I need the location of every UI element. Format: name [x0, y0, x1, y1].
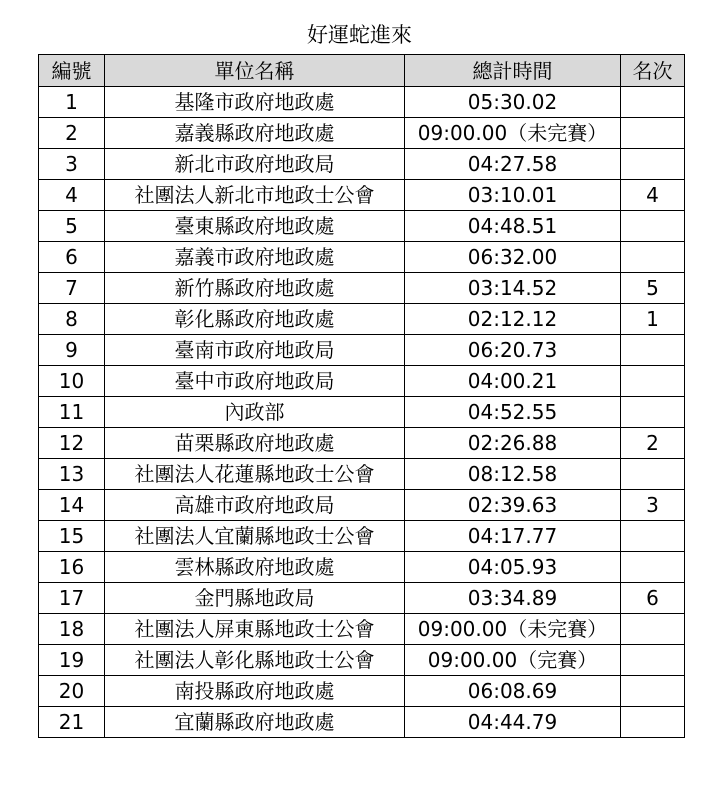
table-row	[39, 583, 685, 614]
cell-number: 19	[39, 645, 105, 676]
cell-number: 9	[39, 335, 105, 366]
cell-number: 6	[39, 242, 105, 273]
cell-number: 7	[39, 273, 105, 304]
table-row	[39, 335, 685, 366]
cell-number: 18	[39, 614, 105, 645]
cell-rank: 4	[621, 180, 685, 211]
table-row	[39, 552, 685, 583]
cell-rank: 6	[621, 583, 685, 614]
header-rank: 名次	[621, 55, 685, 87]
table-row	[39, 707, 685, 738]
cell-unit-name: 苗栗縣政府地政處	[105, 428, 405, 459]
cell-rank	[621, 645, 685, 676]
cell-total-time: 08:12.58	[405, 459, 621, 490]
cell-total-time: 04:44.79	[405, 707, 621, 738]
cell-rank	[621, 366, 685, 397]
cell-total-time: 04:05.93	[405, 552, 621, 583]
cell-total-time: 02:12.12	[405, 304, 621, 335]
cell-rank	[621, 676, 685, 707]
header-number: 編號	[39, 55, 105, 87]
cell-unit-name: 社團法人屏東縣地政士公會	[105, 614, 405, 645]
table-row	[39, 397, 685, 428]
cell-unit-name: 基隆市政府地政處	[105, 87, 405, 118]
table-row	[39, 211, 685, 242]
table-row	[39, 118, 685, 149]
cell-unit-name: 高雄市政府地政局	[105, 490, 405, 521]
cell-rank	[621, 614, 685, 645]
cell-unit-name: 社團法人宜蘭縣地政士公會	[105, 521, 405, 552]
cell-unit-name: 臺南市政府地政局	[105, 335, 405, 366]
cell-unit-name: 雲林縣政府地政處	[105, 552, 405, 583]
cell-unit-name: 嘉義縣政府地政處	[105, 118, 405, 149]
cell-total-time: 02:26.88	[405, 428, 621, 459]
cell-rank	[621, 552, 685, 583]
cell-total-time: 03:10.01	[405, 180, 621, 211]
cell-total-time: 04:27.58	[405, 149, 621, 180]
cell-rank: 2	[621, 428, 685, 459]
cell-rank: 5	[621, 273, 685, 304]
cell-unit-name: 臺中市政府地政局	[105, 366, 405, 397]
cell-number: 3	[39, 149, 105, 180]
cell-unit-name: 新北市政府地政局	[105, 149, 405, 180]
cell-rank	[621, 242, 685, 273]
table-header	[39, 55, 685, 87]
cell-rank	[621, 397, 685, 428]
table-row	[39, 676, 685, 707]
cell-total-time: 06:20.73	[405, 335, 621, 366]
cell-number: 17	[39, 583, 105, 614]
table-row	[39, 614, 685, 645]
cell-rank: 1	[621, 304, 685, 335]
cell-total-time: 02:39.63	[405, 490, 621, 521]
table-row	[39, 304, 685, 335]
table-row	[39, 366, 685, 397]
document-title: 好運蛇進來	[307, 23, 412, 47]
cell-total-time: 09:00.00（完賽）	[405, 645, 621, 676]
table-row	[39, 490, 685, 521]
cell-unit-name: 社團法人花蓮縣地政士公會	[105, 459, 405, 490]
cell-rank	[621, 149, 685, 180]
cell-total-time: 06:32.00	[405, 242, 621, 273]
table-row	[39, 273, 685, 304]
cell-rank	[621, 118, 685, 149]
cell-total-time: 09:00.00（未完賽）	[405, 118, 621, 149]
cell-rank	[621, 211, 685, 242]
cell-number: 21	[39, 707, 105, 738]
cell-unit-name: 新竹縣政府地政處	[105, 273, 405, 304]
cell-rank: 3	[621, 490, 685, 521]
cell-number: 14	[39, 490, 105, 521]
cell-number: 8	[39, 304, 105, 335]
cell-total-time: 04:52.55	[405, 397, 621, 428]
cell-unit-name: 臺東縣政府地政處	[105, 211, 405, 242]
cell-unit-name: 南投縣政府地政處	[105, 676, 405, 707]
table-row	[39, 242, 685, 273]
table-row	[39, 180, 685, 211]
cell-total-time: 04:00.21	[405, 366, 621, 397]
cell-total-time: 09:00.00（未完賽）	[405, 614, 621, 645]
cell-total-time: 03:34.89	[405, 583, 621, 614]
cell-number: 15	[39, 521, 105, 552]
header-total-time: 總計時間	[405, 55, 621, 87]
cell-rank	[621, 87, 685, 118]
table-row	[39, 459, 685, 490]
cell-unit-name: 社團法人新北市地政士公會	[105, 180, 405, 211]
cell-number: 12	[39, 428, 105, 459]
cell-number: 5	[39, 211, 105, 242]
cell-unit-name: 金門縣地政局	[105, 583, 405, 614]
table-row	[39, 521, 685, 552]
table-row	[39, 428, 685, 459]
table-row	[39, 149, 685, 180]
cell-total-time: 05:30.02	[405, 87, 621, 118]
cell-total-time: 04:17.77	[405, 521, 621, 552]
cell-unit-name: 嘉義市政府地政處	[105, 242, 405, 273]
cell-unit-name: 社團法人彰化縣地政士公會	[105, 645, 405, 676]
table-row	[39, 645, 685, 676]
cell-unit-name: 彰化縣政府地政處	[105, 304, 405, 335]
cell-rank	[621, 335, 685, 366]
header-row	[39, 55, 685, 87]
cell-number: 13	[39, 459, 105, 490]
cell-number: 2	[39, 118, 105, 149]
cell-rank	[621, 521, 685, 552]
table-row	[39, 87, 685, 118]
cell-unit-name: 宜蘭縣政府地政處	[105, 707, 405, 738]
cell-rank	[621, 459, 685, 490]
cell-number: 16	[39, 552, 105, 583]
header-unit-name: 單位名稱	[105, 55, 405, 87]
table-body	[39, 87, 685, 738]
cell-total-time: 04:48.51	[405, 211, 621, 242]
cell-number: 20	[39, 676, 105, 707]
results-table	[38, 54, 685, 738]
cell-total-time: 03:14.52	[405, 273, 621, 304]
cell-number: 10	[39, 366, 105, 397]
cell-number: 4	[39, 180, 105, 211]
cell-total-time: 06:08.69	[405, 676, 621, 707]
cell-unit-name: 內政部	[105, 397, 405, 428]
cell-number: 1	[39, 87, 105, 118]
cell-rank	[621, 707, 685, 738]
cell-number: 11	[39, 397, 105, 428]
